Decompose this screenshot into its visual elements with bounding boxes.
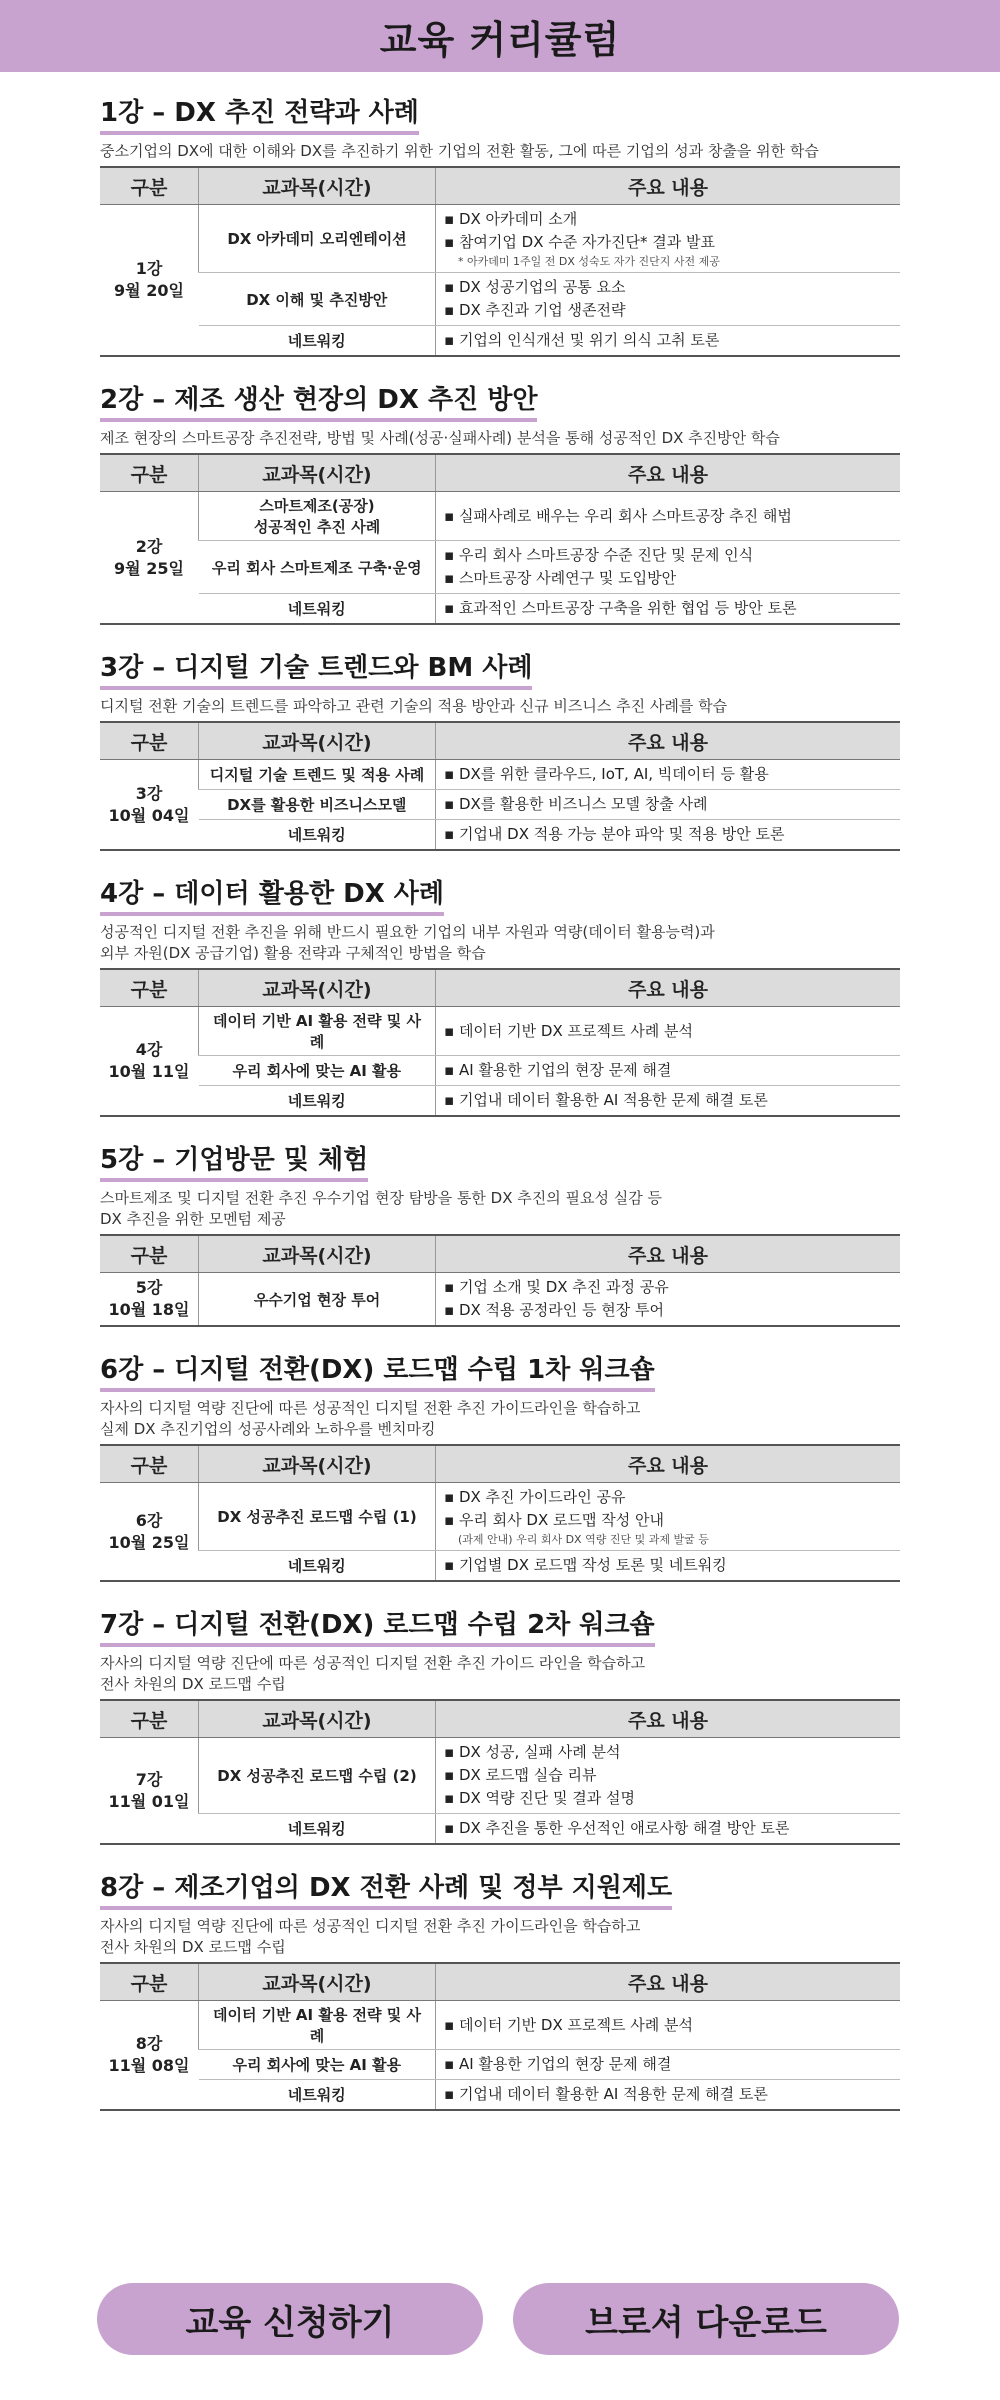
curriculum-table: [100, 968, 900, 1117]
header-subject: 교과목(시간): [199, 1235, 436, 1273]
content-item: ▪ DX 추진을 통한 우선적인 애로사항 해결 방안 토론: [444, 1817, 892, 1840]
brochure-download-button[interactable]: 브로셔 다운로드: [513, 2283, 899, 2355]
subject-cell: [199, 760, 436, 790]
header-content: 주요 내용: [436, 969, 901, 1007]
subject-cell: [199, 492, 436, 541]
subject-label: DX 아카데미 오리엔테이션: [227, 230, 407, 248]
session-cell: [100, 1007, 199, 1117]
content-item: ▪ 실패사례로 배우는 우리 회사 스마트공장 추진 해법: [444, 505, 892, 528]
subject-label: 데이터 기반 AI 활용 전략 및 사례: [213, 2006, 421, 2045]
subject-label: 네트워킹: [287, 1557, 346, 1575]
header-session: 구분: [100, 1235, 199, 1273]
content-item: ▪ 기업내 데이터 활용한 AI 적용한 문제 해결 토론: [444, 1089, 892, 1112]
content-item: ▪ AI 활용한 기업의 현장 문제 해결: [444, 2053, 892, 2076]
table-header-row: [100, 167, 900, 205]
content-cell: [436, 1086, 901, 1117]
section-description: 자사의 디지털 역량 진단에 따른 성공적인 디지털 전환 추진 가이드라인을 학습하고 실제 DX 추진기업의 성공사례와 노하우를 벤치마킹: [100, 1399, 641, 1438]
subject-label: DX 성공추진 로드맵 수립 (1): [217, 1508, 417, 1526]
header-session: 구분: [100, 1700, 199, 1738]
curriculum-table: [100, 453, 900, 625]
content-item: ▪ 데이터 기반 DX 프로젝트 사례 분석: [444, 1020, 892, 1043]
header-subject: 교과목(시간): [199, 1700, 436, 1738]
header-session: 구분: [100, 1445, 199, 1483]
curriculum-table: [100, 721, 900, 851]
content-item: ▪ 데이터 기반 DX 프로젝트 사례 분석: [444, 2014, 892, 2037]
table-row: [100, 205, 900, 273]
subject-label: 네트워킹: [287, 2086, 346, 2104]
subject-cell: [199, 790, 436, 820]
session-label: 4강 10월 11일: [108, 1040, 190, 1081]
subject-cell: [199, 1086, 436, 1117]
subject-label: 우리 회사에 맞는 AI 활용: [232, 2056, 401, 2074]
subject-cell: [199, 1551, 436, 1582]
content-item: ▪ 기업 소개 및 DX 추진 과정 공유: [444, 1276, 892, 1299]
curriculum-section: [100, 1349, 900, 1582]
content-cell: [436, 205, 901, 273]
subject-label: 디지털 기술 트렌드 및 적용 사례: [209, 766, 425, 784]
table-row: [100, 1483, 900, 1551]
content-cell: [436, 1483, 901, 1551]
table-header-row: [100, 1963, 900, 2001]
subject-label: 네트워킹: [287, 332, 346, 350]
subject-cell: [199, 205, 436, 273]
section-description: 자사의 디지털 역량 진단에 따른 성공적인 디지털 전환 추진 가이드라인을 학습하고 전사 차원의 DX 로드맵 수립: [100, 1917, 641, 1956]
content-cell: [436, 2001, 901, 2050]
content-item: ▪ DX 아카데미 소개: [444, 208, 892, 231]
content-cell: [436, 273, 901, 326]
subject-cell: [199, 326, 436, 357]
subject-cell: [199, 2080, 436, 2111]
curriculum-section: [100, 1139, 900, 1327]
content-cell: [436, 1007, 901, 1056]
content-item: ▪ DX 추진 가이드라인 공유: [444, 1486, 892, 1509]
subject-cell: [199, 1814, 436, 1845]
header-subject: 교과목(시간): [199, 969, 436, 1007]
subject-cell: [199, 594, 436, 625]
table-row: [100, 790, 900, 820]
table-row: [100, 2080, 900, 2111]
table-row: [100, 1086, 900, 1117]
content-item: ▪ 기업별 DX 로드맵 작성 토론 및 네트워킹: [444, 1554, 892, 1577]
subject-label: 네트워킹: [287, 1820, 346, 1838]
table-header-row: [100, 1445, 900, 1483]
table-row: [100, 594, 900, 625]
section-title: 1강 – DX 추진 전략과 사례: [100, 92, 419, 135]
table-row: [100, 1273, 900, 1327]
section-title: 7강 – 디지털 전환(DX) 로드맵 수립 2차 워크숍: [100, 1604, 655, 1647]
subject-cell: [199, 541, 436, 594]
curriculum-section: [100, 1604, 900, 1845]
table-row: [100, 2050, 900, 2080]
content-item: ▪ DX 적용 공정라인 등 현장 투어: [444, 1299, 892, 1322]
subject-label: 네트워킹: [287, 826, 346, 844]
content-item: ▪ 기업내 데이터 활용한 AI 적용한 문제 해결 토론: [444, 2083, 892, 2106]
subject-label: 우수기업 현장 투어: [253, 1290, 381, 1309]
session-label: 5강 10월 18일: [108, 1278, 190, 1319]
header-subject: 교과목(시간): [199, 722, 436, 760]
session-label: 8강 11월 08일: [108, 2034, 190, 2075]
section-title: 6강 – 디지털 전환(DX) 로드맵 수립 1차 워크숍: [100, 1349, 655, 1392]
content-cell: [436, 1551, 901, 1582]
table-row: [100, 760, 900, 790]
table-row: [100, 1056, 900, 1086]
header-subject: 교과목(시간): [199, 1963, 436, 2001]
table-row: [100, 492, 900, 541]
session-cell: [100, 1483, 199, 1582]
curriculum-section: [100, 92, 900, 357]
table-header-row: [100, 722, 900, 760]
session-label: 3강 10월 04일: [108, 783, 190, 825]
content-note: * 아카데미 1주일 전 DX 성숙도 자가 진단지 사전 제공: [458, 255, 720, 268]
section-description: 디지털 전환 기술의 트렌드를 파악하고 관련 기술의 적용 방안과 신규 비즈니스 추진 사례를 학습: [100, 697, 728, 715]
subject-label: 네트워킹: [287, 1092, 346, 1110]
curriculum-section: [100, 647, 900, 851]
subject-label: 네트워킹: [287, 600, 346, 618]
header-session: 구분: [100, 1963, 199, 2001]
header-session: 구분: [100, 722, 199, 760]
subject-label: 우리 회사 스마트제조 구축·운영: [211, 558, 422, 577]
header-content: 주요 내용: [436, 1963, 901, 2001]
table-header-row: [100, 1235, 900, 1273]
header-banner: [0, 0, 1000, 72]
subject-cell: [199, 1056, 436, 1086]
content-item: ▪ 기업내 DX 적용 가능 분야 파악 및 적용 방안 토론: [444, 823, 892, 846]
curriculum-section: [100, 1867, 900, 2111]
content-item: ▪ DX 성공, 실패 사례 분석: [444, 1741, 892, 1764]
table-row: [100, 541, 900, 594]
table-row: [100, 2001, 900, 2050]
subject-cell: [199, 1483, 436, 1551]
subject-cell: [199, 1273, 436, 1327]
content-cell: [436, 760, 901, 790]
content-item: ▪ 스마트공장 사례연구 및 도입방안: [444, 567, 892, 590]
header-content: 주요 내용: [436, 454, 901, 492]
table-header-row: [100, 454, 900, 492]
header-content: 주요 내용: [436, 1235, 901, 1273]
header-content: 주요 내용: [436, 167, 901, 205]
content-cell: [436, 541, 901, 594]
content-item: ▪ 효과적인 스마트공장 구축을 위한 협업 등 방안 토론: [444, 597, 892, 620]
content-item: ▪ DX를 활용한 비즈니스 모델 창출 사례: [444, 793, 892, 816]
content-cell: [436, 820, 901, 851]
content-cell: [436, 1814, 901, 1845]
subject-cell: [199, 1007, 436, 1056]
content-note: (과제 안내) 우리 회사 DX 역량 진단 및 과제 발굴 등: [458, 1533, 709, 1546]
section-description: 자사의 디지털 역량 진단에 따른 성공적인 디지털 전환 추진 가이드 라인을 학습하고 전사 차원의 DX 로드맵 수립: [100, 1654, 646, 1693]
subject-cell: [199, 1738, 436, 1814]
session-cell: [100, 205, 199, 357]
content-cell: [436, 1738, 901, 1814]
page-title: 교육 커리큘럼: [379, 17, 621, 62]
session-cell: [100, 492, 199, 625]
content-item: ▪ DX 성공기업의 공통 요소: [444, 276, 892, 299]
content-item: ▪ 참여기업 DX 수준 자가진단* 결과 발표: [444, 231, 892, 254]
table-row: [100, 326, 900, 357]
content-item: ▪ 기업의 인식개선 및 위기 의식 고취 토론: [444, 329, 892, 352]
content-item: ▪ 우리 회사 스마트공장 수준 진단 및 문제 인식: [444, 544, 892, 567]
section-title: 8강 – 제조기업의 DX 전환 사례 및 정부 지원제도: [100, 1867, 672, 1910]
table-row: [100, 1551, 900, 1582]
content-item: ▪ DX를 위한 클라우드, IoT, AI, 빅데이터 등 활용: [444, 763, 892, 786]
header-subject: 교과목(시간): [199, 1445, 436, 1483]
section-title: 5강 – 기업방문 및 체험: [100, 1139, 368, 1182]
curriculum-list: [100, 92, 900, 2133]
subject-cell: [199, 820, 436, 851]
subject-label: 스마트제조(공장) 성공적인 추진 사례: [253, 497, 381, 536]
content-cell: [436, 790, 901, 820]
content-item: ▪ DX 역량 진단 및 결과 설명: [444, 1787, 892, 1810]
content-item: ▪ AI 활용한 기업의 현장 문제 해결: [444, 1059, 892, 1082]
subject-label: 데이터 기반 AI 활용 전략 및 사례: [213, 1012, 421, 1051]
content-cell: [436, 1273, 901, 1327]
apply-button[interactable]: 교육 신청하기: [97, 2283, 483, 2355]
header-subject: 교과목(시간): [199, 167, 436, 205]
header-session: 구분: [100, 969, 199, 1007]
subject-label: DX 성공추진 로드맵 수립 (2): [217, 1767, 417, 1785]
content-item: ▪ 우리 회사 DX 로드맵 작성 안내: [444, 1509, 892, 1532]
header-content: 주요 내용: [436, 1445, 901, 1483]
subject-cell: [199, 2050, 436, 2080]
content-cell: [436, 326, 901, 357]
session-cell: [100, 2001, 199, 2111]
curriculum-table: [100, 1962, 900, 2111]
header-session: 구분: [100, 454, 199, 492]
section-title: 2강 – 제조 생산 현장의 DX 추진 방안: [100, 379, 537, 422]
section-title: 3강 – 디지털 기술 트렌드와 BM 사례: [100, 647, 532, 690]
header-subject: 교과목(시간): [199, 454, 436, 492]
curriculum-table: [100, 166, 900, 357]
header-content: 주요 내용: [436, 722, 901, 760]
subject-cell: [199, 273, 436, 326]
section-description: 중소기업의 DX에 대한 이해와 DX를 추진하기 위한 기업의 전환 활동, 그에 따른 기업의 성과 창출을 위한 학습: [100, 142, 819, 160]
header-content: 주요 내용: [436, 1700, 901, 1738]
session-cell: [100, 760, 199, 851]
content-item: ▪ DX 추진과 기업 생존전략: [444, 299, 892, 322]
section-description: 스마트제조 및 디지털 전환 추진 우수기업 현장 탐방을 통한 DX 추진의 필요성 실감 등 DX 추진을 위한 모멘텀 제공: [100, 1189, 662, 1228]
session-label: 7강 11월 01일: [108, 1769, 190, 1811]
table-row: [100, 1814, 900, 1845]
curriculum-table: [100, 1699, 900, 1845]
content-cell: [436, 1056, 901, 1086]
subject-cell: [199, 2001, 436, 2050]
table-row: [100, 820, 900, 851]
header-session: 구분: [100, 167, 199, 205]
subject-label: 우리 회사에 맞는 AI 활용: [232, 1062, 401, 1080]
session-cell: [100, 1273, 199, 1327]
curriculum-table: [100, 1234, 900, 1327]
table-row: [100, 1738, 900, 1814]
subject-label: DX 이해 및 추진방안: [246, 290, 388, 309]
session-label: 6강 10월 25일: [108, 1510, 190, 1552]
content-cell: [436, 2050, 901, 2080]
table-row: [100, 273, 900, 326]
table-header-row: [100, 1700, 900, 1738]
section-title: 4강 – 데이터 활용한 DX 사례: [100, 873, 444, 916]
curriculum-table: [100, 1444, 900, 1582]
section-description: 성공적인 디지털 전환 추진을 위해 반드시 필요한 기업의 내부 자원과 역량(데이터 활용능력)과 외부 자원(DX 공급기업) 활용 전략과 구체적인 방법을 학습: [100, 923, 715, 962]
curriculum-section: [100, 379, 900, 625]
table-row: [100, 1007, 900, 1056]
content-cell: [436, 2080, 901, 2111]
section-description: 제조 현장의 스마트공장 추진전략, 방법 및 사례(성공·실패사례) 분석을 통해 성공적인 DX 추진방안 학습: [100, 429, 780, 447]
session-cell: [100, 1738, 199, 1845]
content-cell: [436, 492, 901, 541]
subject-label: DX를 활용한 비즈니스모델: [227, 796, 407, 814]
content-cell: [436, 594, 901, 625]
session-label: 2강 9월 25일: [114, 536, 184, 578]
content-item: ▪ DX 로드맵 실습 리뷰: [444, 1764, 892, 1787]
curriculum-section: [100, 873, 900, 1117]
session-label: 1강 9월 20일: [114, 259, 184, 300]
table-header-row: [100, 969, 900, 1007]
